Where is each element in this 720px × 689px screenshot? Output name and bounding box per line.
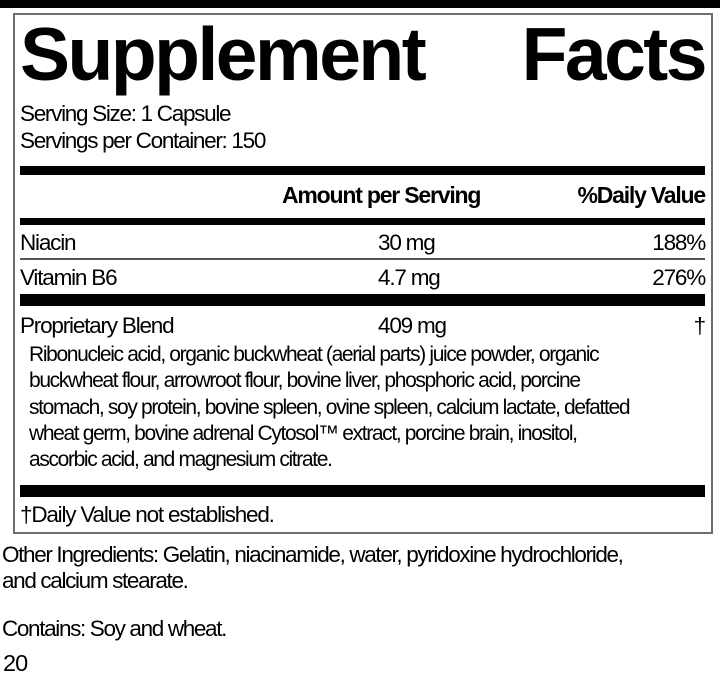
nutrient-daily-value: 276% (652, 265, 705, 290)
other-ingredients-line: and calcium stearate. (2, 567, 188, 593)
nutrient-name: Vitamin B6 (20, 265, 117, 290)
table-row-niacin (20, 225, 705, 260)
divider-bar-bottom (20, 485, 705, 497)
title-word-facts: Facts (521, 13, 705, 96)
blend-description-line: buckwheat flour, arrowroot flour, bovine liver, phosphoric acid, porcine (29, 369, 580, 393)
serving-size-text: Serving Size: 1 Capsule (20, 101, 231, 126)
other-ingredients (2, 542, 623, 593)
nutrient-name: Proprietary Blend (20, 313, 174, 338)
page-number: 20 (3, 650, 28, 676)
nutrient-daily-value-dagger: † (693, 313, 705, 338)
table-row-proprietary-blend (20, 306, 705, 342)
contains-statement: Contains: Soy and wheat. (2, 616, 227, 641)
nutrient-name: Niacin (20, 230, 76, 255)
title-word-supplement: Supplement (20, 13, 425, 96)
nutrient-amount: 409 mg (378, 313, 446, 338)
blend-description-line: wheat germ, bovine adrenal Cytosol™ extract, porcine brain, inositol, (29, 421, 577, 445)
nutrient-amount: 4.7 mg (378, 265, 440, 290)
blend-description-line: stomach, soy protein, bovine spleen, ovine spleen, calcium lactate, defatted (29, 395, 630, 419)
other-ingredients-line: Other Ingredients: Gelatin, niacinamide, water, pyridoxine hydrochloride, (2, 542, 623, 567)
table-header-row (20, 175, 705, 218)
divider-bar-top (20, 166, 705, 175)
daily-value-footnote: †Daily Value not established. (20, 502, 274, 528)
table-row-vitamin-b6 (20, 260, 705, 294)
daily-value-header: %Daily Value (577, 182, 705, 208)
blend-description (20, 342, 705, 473)
panel-title (20, 13, 705, 96)
blend-description-line: ascorbic acid, and magnesium citrate. (29, 448, 332, 472)
supplement-facts-panel (13, 13, 713, 534)
amount-per-serving-header: Amount per Serving (282, 182, 481, 208)
blend-description-line: Ribonucleic acid, organic buckwheat (aerial parts) juice powder, organic (29, 343, 599, 366)
nutrient-daily-value: 188% (652, 230, 705, 255)
servings-per-container-text: Servings per Container: 150 (20, 128, 266, 153)
nutrient-amount: 30 mg (378, 230, 435, 255)
divider-bar-header (20, 218, 705, 225)
top-divider-bar (0, 0, 720, 8)
divider-bar-middle (20, 294, 705, 306)
